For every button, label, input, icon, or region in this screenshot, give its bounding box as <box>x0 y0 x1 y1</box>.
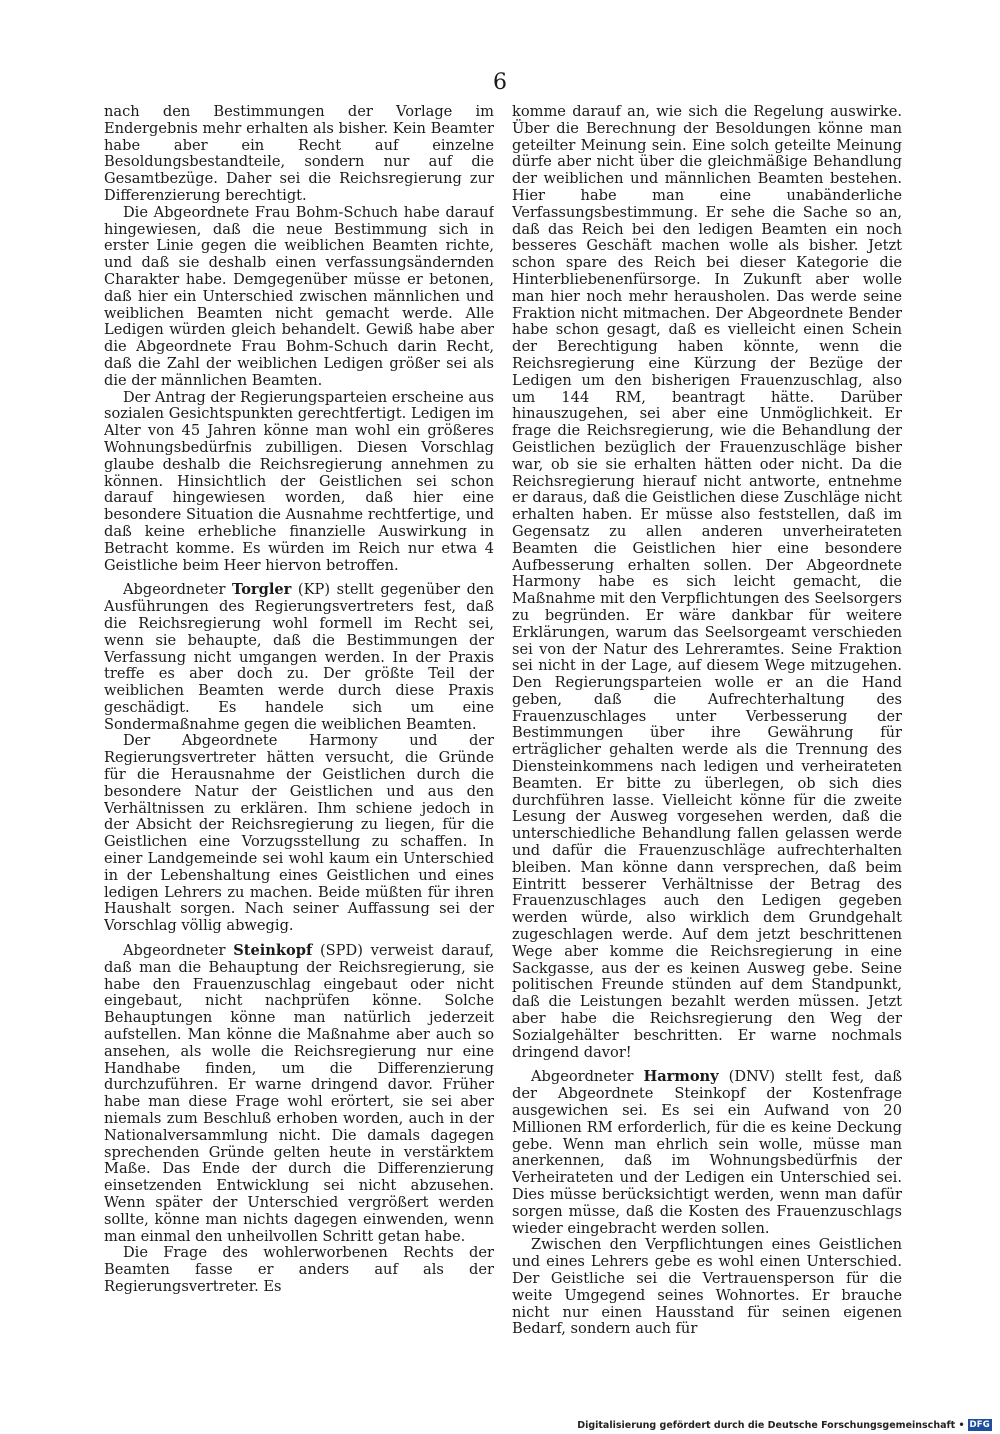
paragraph <box>512 1069 902 1237</box>
speaker-prefix: Abgeordneter <box>122 942 234 960</box>
page-number: 6 <box>493 70 507 95</box>
speaker-name: Steinkopf <box>233 942 313 960</box>
paragraph <box>104 582 494 733</box>
paragraph: Der Abgeordnete Harmony und der Regierungsvertreter hätten versucht, die Gründe für die Herausnahme der Geistlichen durch die besondere Natur der Geistlichen und aus den Verhältnissen zu erklären. Ihm schiene jedoch in der Absicht der Reichsregierung zu liegen, für die Geistlichen eine Vorzugsstellung zu schaffen. In einer Landgemeinde sei wohl kaum ein Unterschied in der Lebenshaltung eines Geistlichen und eines ledigen Lehrers zu machen. Beide müßten für ihren Haushalt sorgen. Nach seiner Auffassung sei der Vorschlag völlig abwegig. <box>104 732 494 935</box>
paragraph: nach den Bestimmungen der Vorlage im Endergebnis mehr erhalten als bisher. Kein Beamter habe aber ein Recht auf einzelne Besoldungsbestandteile, sondern nur auf die Gesamtbezüge. Daher sei die Reichsregierung zur Differenzierung berechtigt. <box>104 104 494 204</box>
speaker-prefix: Abgeordneter <box>122 581 233 599</box>
speaker-name: Torgler <box>232 581 292 599</box>
paragraph-text: (KP) stellt gegenüber den Ausführungen des Regierungsvertreters fest, daß die Reichsregierung wohl formell im Recht sei, wenn sie behaupte, daß die Bestimmungen der Verfassung nicht umgangen werden. In der Praxis treffe es aber doch zu. Der größte Teil der weiblichen Beamten werde durch diese Praxis geschädigt. Es handele sich um eine Sondermaßnahme gegen die weiblichen Beamten. <box>104 581 494 733</box>
paragraph: komme darauf an, wie sich die Regelung auswirke. Über die Berechnung der Besoldungen könne man geteilter Meinung sein. Eine solch geteilte Meinung dürfe aber nicht über die gleichmäßige Behandlung der weiblichen und männlichen Beamten bestehen. Hier habe man eine unabänderliche Verfassungsbestimmung. Er sehe die Sache so an, daß das Reich bei den ledigen Beamten ein noch besseres Geschäft machen wolle als bisher. Jetzt schon spare des Reich bei dieser Kategorie die Hinterbliebenenfürsorge. In Zukunft aber wolle man hier noch mehr herausholen. Das werde seine Fraktion nicht mitmachen. Der Abgeordnete Bender habe schon gesagt, daß es vielleicht einen Schein der Berechtigung haben könnte, wenn die Reichsregierung eine Kürzung der Bezüge der Ledigen um den bisherigen Frauenzuschlag, also um 144 RM, beantragt hätte. Darüber hinauszugehen, sei aber eine Unmöglichkeit. Er frage die Reichsregierung, wie die Behandlung der Geistlichen bezüglich der Frauenzuschläge bisher war, ob sie sie erhalten hätten oder nicht. Da die Reichsregierung hierauf nicht antworte, entnehme er daraus, daß die Geistlichen diese Zuschläge nicht erhalten haben. Er müsse also feststellen, daß im Gegensatz zu allen anderen unverheirateten Beamten die Geistlichen hier eine besondere Aufbesserung erhalten sollen. Der Abgeordnete Harmony habe es sich leicht gemacht, die Maßnahme mit den Verpflichtungen des Seelsorgers zu begründen. Er wäre dankbar für weitere Erklärungen, warum das Seelsorgeamt verschieden sei von der Natur des Lehreramtes. Seine Fraktion sei nicht in der Lage, auf diesem Wege mitzugehen. Den Regierungsparteien wolle er an die Hand geben, daß die Aufrechterhaltung des Frauenzuschlages unter Verbesserung der Bestimmungen über ihre Gewährung für erträglicher gehalten werde als die Trennung des Diensteinkommens nach ledigen und verheirateten Beamten. Er bitte zu überlegen, ob sich dies durchführen lasse. Vielleicht könne für die zweite Lesung der Ausweg vorgesehen werden, daß die unterschiedliche Behandlung fallen gelassen werde und dafür die Frauenzuschläge aufrechterhalten bleiben. Man könne dann versprechen, daß beim Eintritt besserer Verhältnisse der Betrag des Frauenzuschlages auch den Ledigen gegeben werden würde, also wirklich dem Grundgehalt zugeschlagen werde. Auf dem jetzt beschrittenen Wege aber komme die Reichsregierung in eine Sackgasse, aus der es keinen Ausweg gebe. Seine politischen Freunde stünden auf dem Standpunkt, daß die Leistungen bezahlt werden müssen. Jetzt aber habe die Reichsregierung den Weg der Sozialgehälter beschritten. Er warne nochmals dringend davor! <box>512 104 902 1061</box>
left-column <box>104 104 494 1404</box>
credit-text: Digitalisierung gefördert durch die Deutsche Forschungsgemeinschaft • <box>577 1419 965 1431</box>
paragraph <box>104 943 494 1245</box>
paragraph: Zwischen den Verpflichtungen eines Geistlichen und eines Lehrers gebe es wohl einen Unterschied. Der Geistliche sei die Vertrauensperson für die weite Umgegend seines Wohnortes. Er brauche nicht nur einen Hausstand für seinen eigenen Bedarf, sondern auch für <box>512 1236 902 1338</box>
speaker-prefix: Abgeordneter <box>530 1068 644 1086</box>
paragraph: Der Antrag der Regierungsparteien erscheine aus sozialen Gesichtspunkten gerechtfertigt. Ledigen im Alter von 45 Jahren könne man wohl ein größeres Wohnungsbedürfnis zubilligen. Diesen Vorschlag glaube deshalb die Reichsregierung annehmen zu können. Hinsichtlich der Geistlichen sei schon darauf hingewiesen worden, daß hier eine besondere Situation die Ausnahme rechtfertige, und daß keine erhebliche finanzielle Auswirkung in Betracht komme. Es würden im Reich nur etwa 4 Geistliche beim Heer hiervon betroffen. <box>104 388 494 574</box>
speaker-name: Harmony <box>643 1068 719 1086</box>
paragraph: Die Abgeordnete Frau Bohm-Schuch habe darauf hingewiesen, daß die neue Bestimmung sich in erster Linie gegen die weiblichen Beamten richte, und daß sie deshalb einen verfassungsändernden Charakter habe. Demgegenüber müsse er betonen, daß hier ein Unterschied zwischen männlichen und weiblichen Beamten nicht gemacht werde. Alle Ledigen würden gleich behandelt. Gewiß habe aber die Abgeordnete Frau Bohm-Schuch darin Recht, daß die Zahl der weiblichen Ledigen größer sei als die der männlichen Beamten. <box>104 203 494 389</box>
paragraph-text: (DNV) stellt fest, daß der Abgeordnete Steinkopf der Kostenfrage ausgewichen sei. Es sei ein Aufwand von 20 Millionen RM erforderlich, für die es keine Deckung gebe. Wenn man ehrlich sein wolle, müsse man anerkennen, daß im Wohnungsbedürfnis der Verheirateten und der Ledigen ein Unterschied sei. Dies müsse berücksichtigt werden, wenn man dafür sorgen müsse, daß die Kosten des Frauenzuschlags wieder eingebracht werden sollen. <box>512 1068 902 1237</box>
dfg-logo: DFG <box>969 1420 990 1430</box>
paragraph-text: (SPD) verweist darauf, daß man die Behauptung der Reichsregierung, sie habe den Frauenzuschlag eingebaut oder nicht eingebaut, nicht nachprüfen könne. Solche Behauptungen könne man natürlich jederzeit aufstellen. Man könne die Maßnahme aber auch so ansehen, als wolle die Reichsregierung nur eine Handhabe finden, um die Differenzierung durchzuführen. Er warne dringend davor. Früher habe man diese Frage wohl erörtert, sie sei aber niemals zum Beschluß erhoben worden, auch in der Nationalversammlung nicht. Die damals dagegen sprechenden Gründe gelten heute in verstärktem Maße. Das Ende der durch die Differenzierung einsetzenden Entwicklung sei nicht abzusehen. Wenn später der Unterschied vergrößert werden sollte, könne man nichts dagegen einwenden, wenn man einmal den unheilvollen Schritt getan habe. <box>104 942 494 1245</box>
paragraph: Die Frage des wohlerworbenen Rechts der Beamten fasse er anders auf als der Regierungsvertreter. Es <box>104 1244 494 1295</box>
digitization-credit <box>577 1418 992 1432</box>
right-column <box>512 104 902 1404</box>
